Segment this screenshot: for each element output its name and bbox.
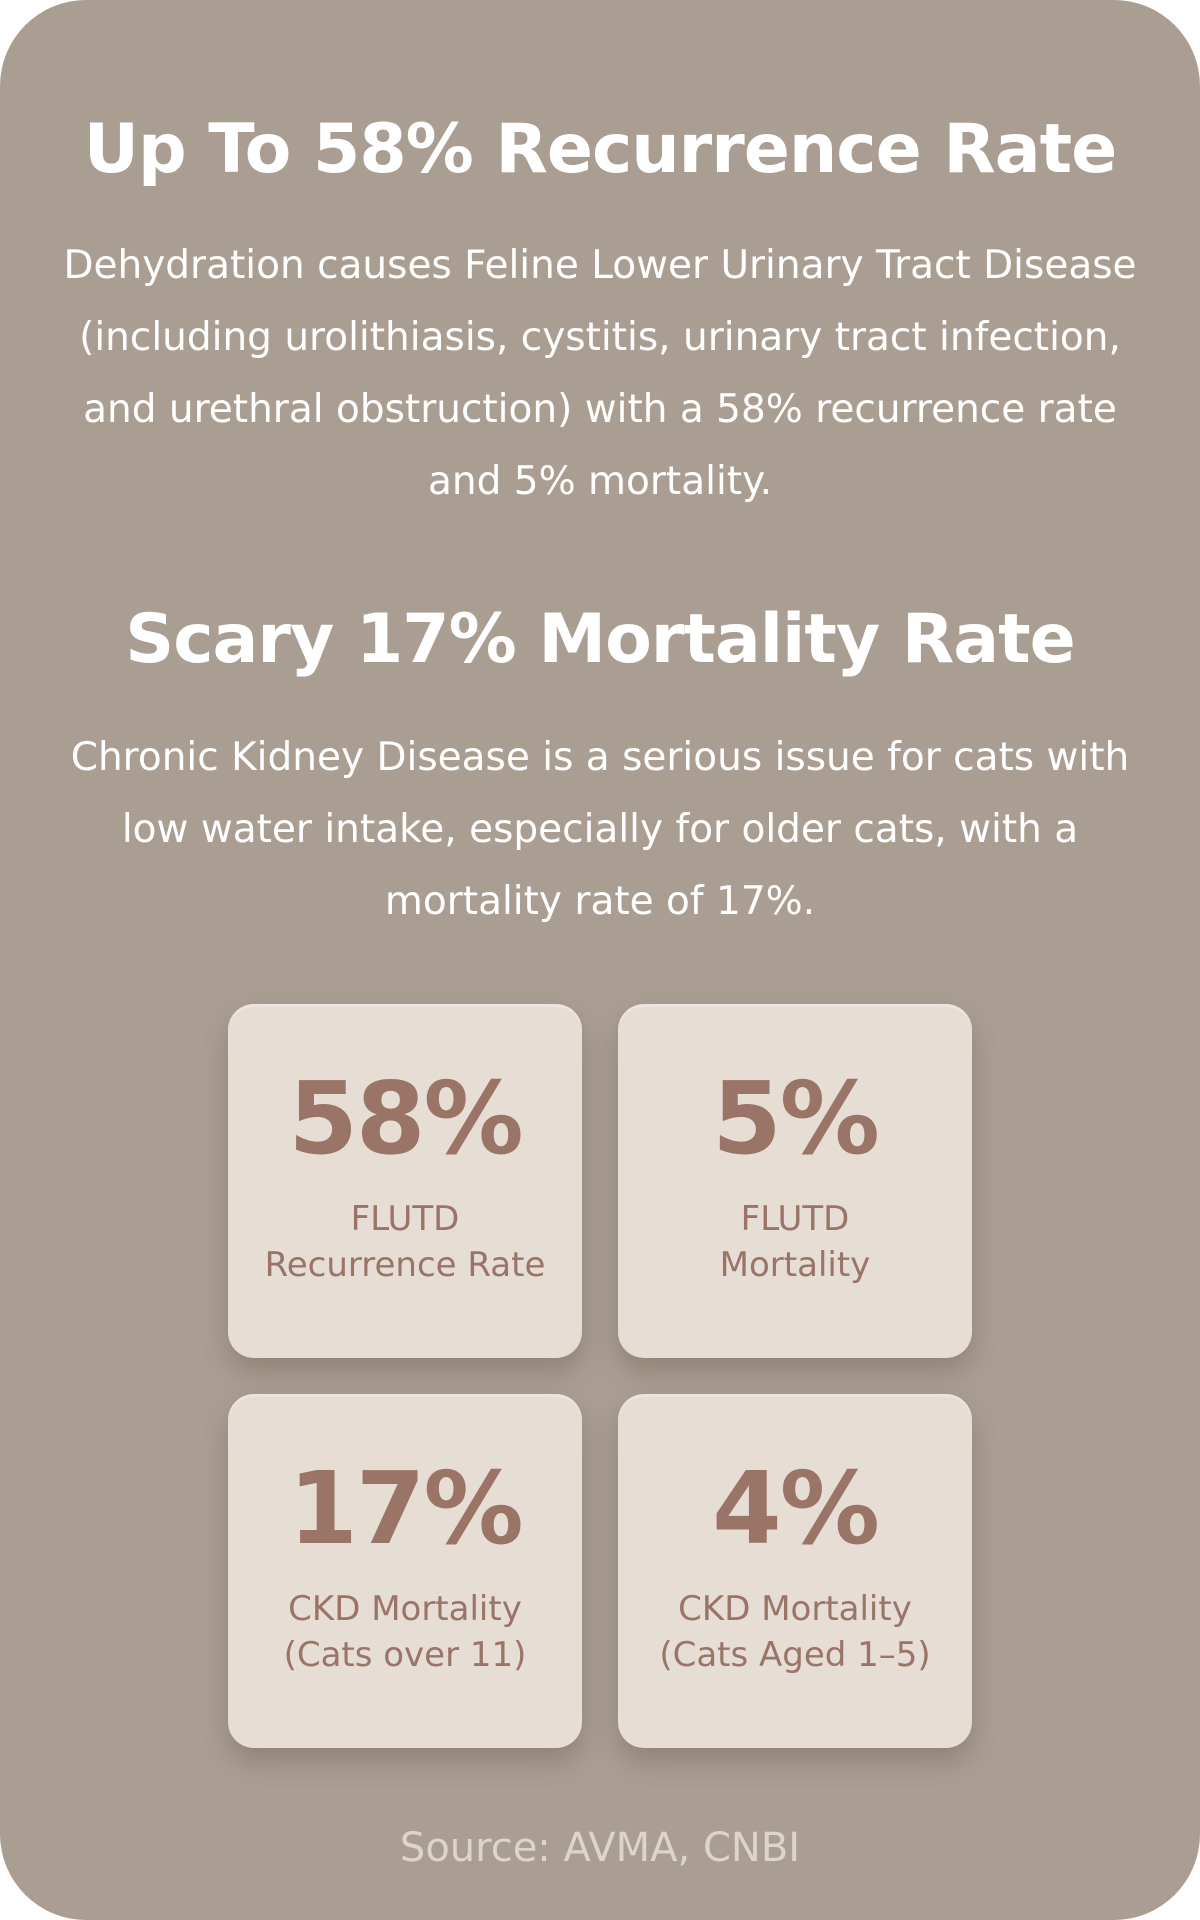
stat-label bbox=[618, 1196, 972, 1288]
stat-tile-ckd-aged-1-5 bbox=[618, 1394, 972, 1748]
stat-tile-ckd-over-11 bbox=[228, 1394, 582, 1748]
recurrence-description: Dehydration causes Feline Lower Urinary Tract Disease (including urolithiasis, cystitis, urinary tract infection, and urethral obstruction) with a 58% recurrence rate and 5% mortality. bbox=[63, 243, 1137, 504]
recurrence-heading: Up To 58% Recurrence Rate bbox=[83, 110, 1117, 189]
source-note: Source: AVMA, CNBI bbox=[399, 1825, 801, 1871]
stat-label bbox=[618, 1586, 972, 1678]
stat-tile-flutd-mortality bbox=[618, 1004, 972, 1358]
stat-label-line: FLUTD bbox=[740, 1199, 850, 1239]
stat-label-line: CKD Mortality bbox=[288, 1589, 522, 1629]
stat-label-line: FLUTD bbox=[350, 1199, 460, 1239]
stat-label bbox=[228, 1586, 582, 1678]
mortality-description: Chronic Kidney Disease is a serious issue for cats with low water intake, especially for older cats, with a mortality rate of 17%. bbox=[70, 735, 1130, 924]
stat-value: 17% bbox=[288, 1450, 522, 1567]
stat-value: 5% bbox=[712, 1060, 878, 1177]
stat-label-line: CKD Mortality bbox=[678, 1589, 912, 1629]
stat-value: 4% bbox=[712, 1450, 878, 1567]
stat-label-line: (Cats Aged 1–5) bbox=[659, 1635, 931, 1675]
stat-label-line: Mortality bbox=[719, 1245, 871, 1285]
stat-tile-flutd-recurrence bbox=[228, 1004, 582, 1358]
stat-value: 58% bbox=[288, 1060, 522, 1177]
stat-label bbox=[228, 1196, 582, 1288]
stat-label-line: (Cats over 11) bbox=[283, 1635, 527, 1675]
mortality-heading: Scary 17% Mortality Rate bbox=[125, 600, 1075, 679]
stat-label-line: Recurrence Rate bbox=[264, 1245, 546, 1285]
